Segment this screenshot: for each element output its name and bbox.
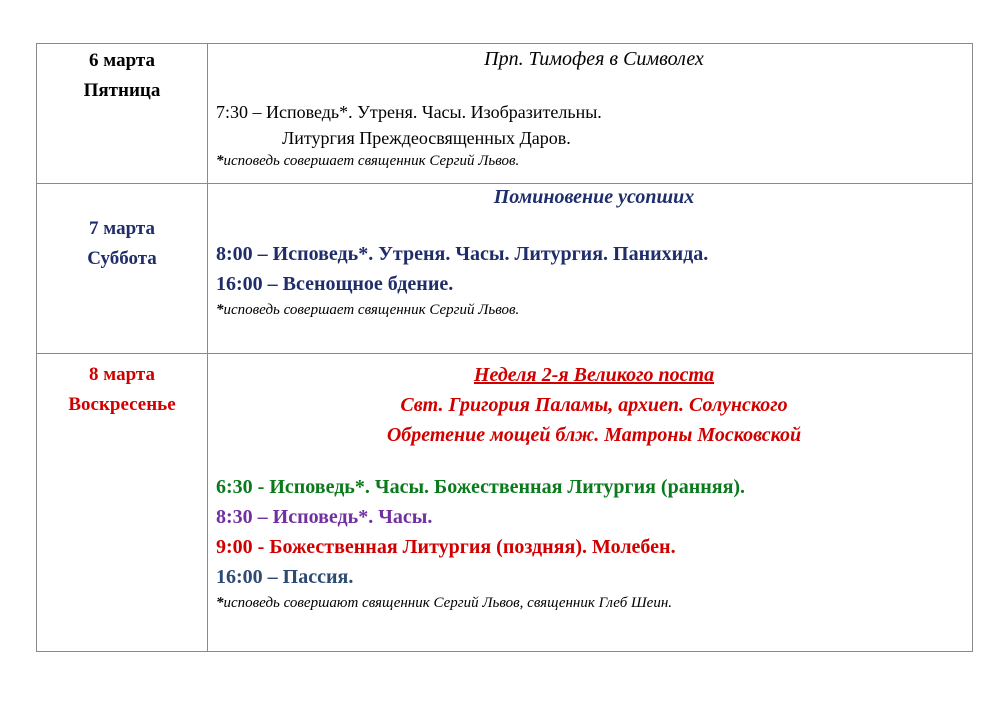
service-line: 9:00 - Божественная Литургия (поздняя). Молебен. — [216, 536, 676, 558]
feast-title: Прп. Тимофея в Символех — [484, 48, 704, 70]
service-line: 8:30 – Исповедь*. Часы. — [216, 506, 433, 528]
date-cell — [37, 354, 208, 652]
schedule-table — [36, 43, 973, 652]
note-star: * — [216, 302, 224, 318]
weekday: Суббота — [87, 248, 157, 269]
feast-title: Свт. Григория Паламы, архиеп. Солунского — [400, 394, 788, 416]
service-line: 6:30 - Исповедь*. Часы. Божественная Литургия (ранняя). — [216, 476, 746, 498]
note-text: исповедь совершает священник Сергий Львов. — [223, 153, 520, 169]
date-cell — [37, 184, 208, 354]
date: 6 марта — [89, 50, 155, 71]
note-text: исповедь совершают священник Сергий Львов, священник Глеб Шеин. — [223, 595, 673, 611]
confession-note — [216, 592, 972, 614]
confession-note — [216, 151, 972, 171]
schedule-row-march-7 — [37, 184, 973, 354]
schedule-row-march-8 — [37, 354, 973, 652]
weekday: Пятница — [83, 80, 161, 101]
schedule-row-march-6 — [37, 44, 973, 184]
note-star: * — [216, 595, 224, 611]
feast-title: Неделя 2-я Великого поста — [473, 364, 715, 386]
note-text: исповедь совершает священник Сергий Львов. — [223, 302, 520, 318]
services-cell — [208, 354, 973, 652]
confession-note — [216, 299, 972, 321]
services-cell — [208, 44, 973, 184]
services-cell — [208, 184, 973, 354]
feast-title: Обретение мощей блж. Матроны Московской — [386, 424, 802, 446]
service-line: Литургия Преждеосвященных Даров. — [282, 128, 571, 148]
weekday: Воскресенье — [68, 394, 176, 415]
note-star: * — [216, 153, 224, 169]
service-line: 16:00 – Пассия. — [216, 566, 354, 588]
feast-title: Поминовение усопших — [493, 186, 695, 208]
service-line: 8:00 – Исповедь*. Утреня. Часы. Литургия. Панихида. — [216, 243, 709, 265]
date-cell — [37, 44, 208, 184]
date: 8 марта — [89, 364, 155, 385]
date: 7 марта — [89, 218, 155, 239]
service-line: 7:30 – Исповедь*. Утреня. Часы. Изобразительны. — [216, 102, 602, 122]
service-line: 16:00 – Всенощное бдение. — [216, 273, 454, 295]
